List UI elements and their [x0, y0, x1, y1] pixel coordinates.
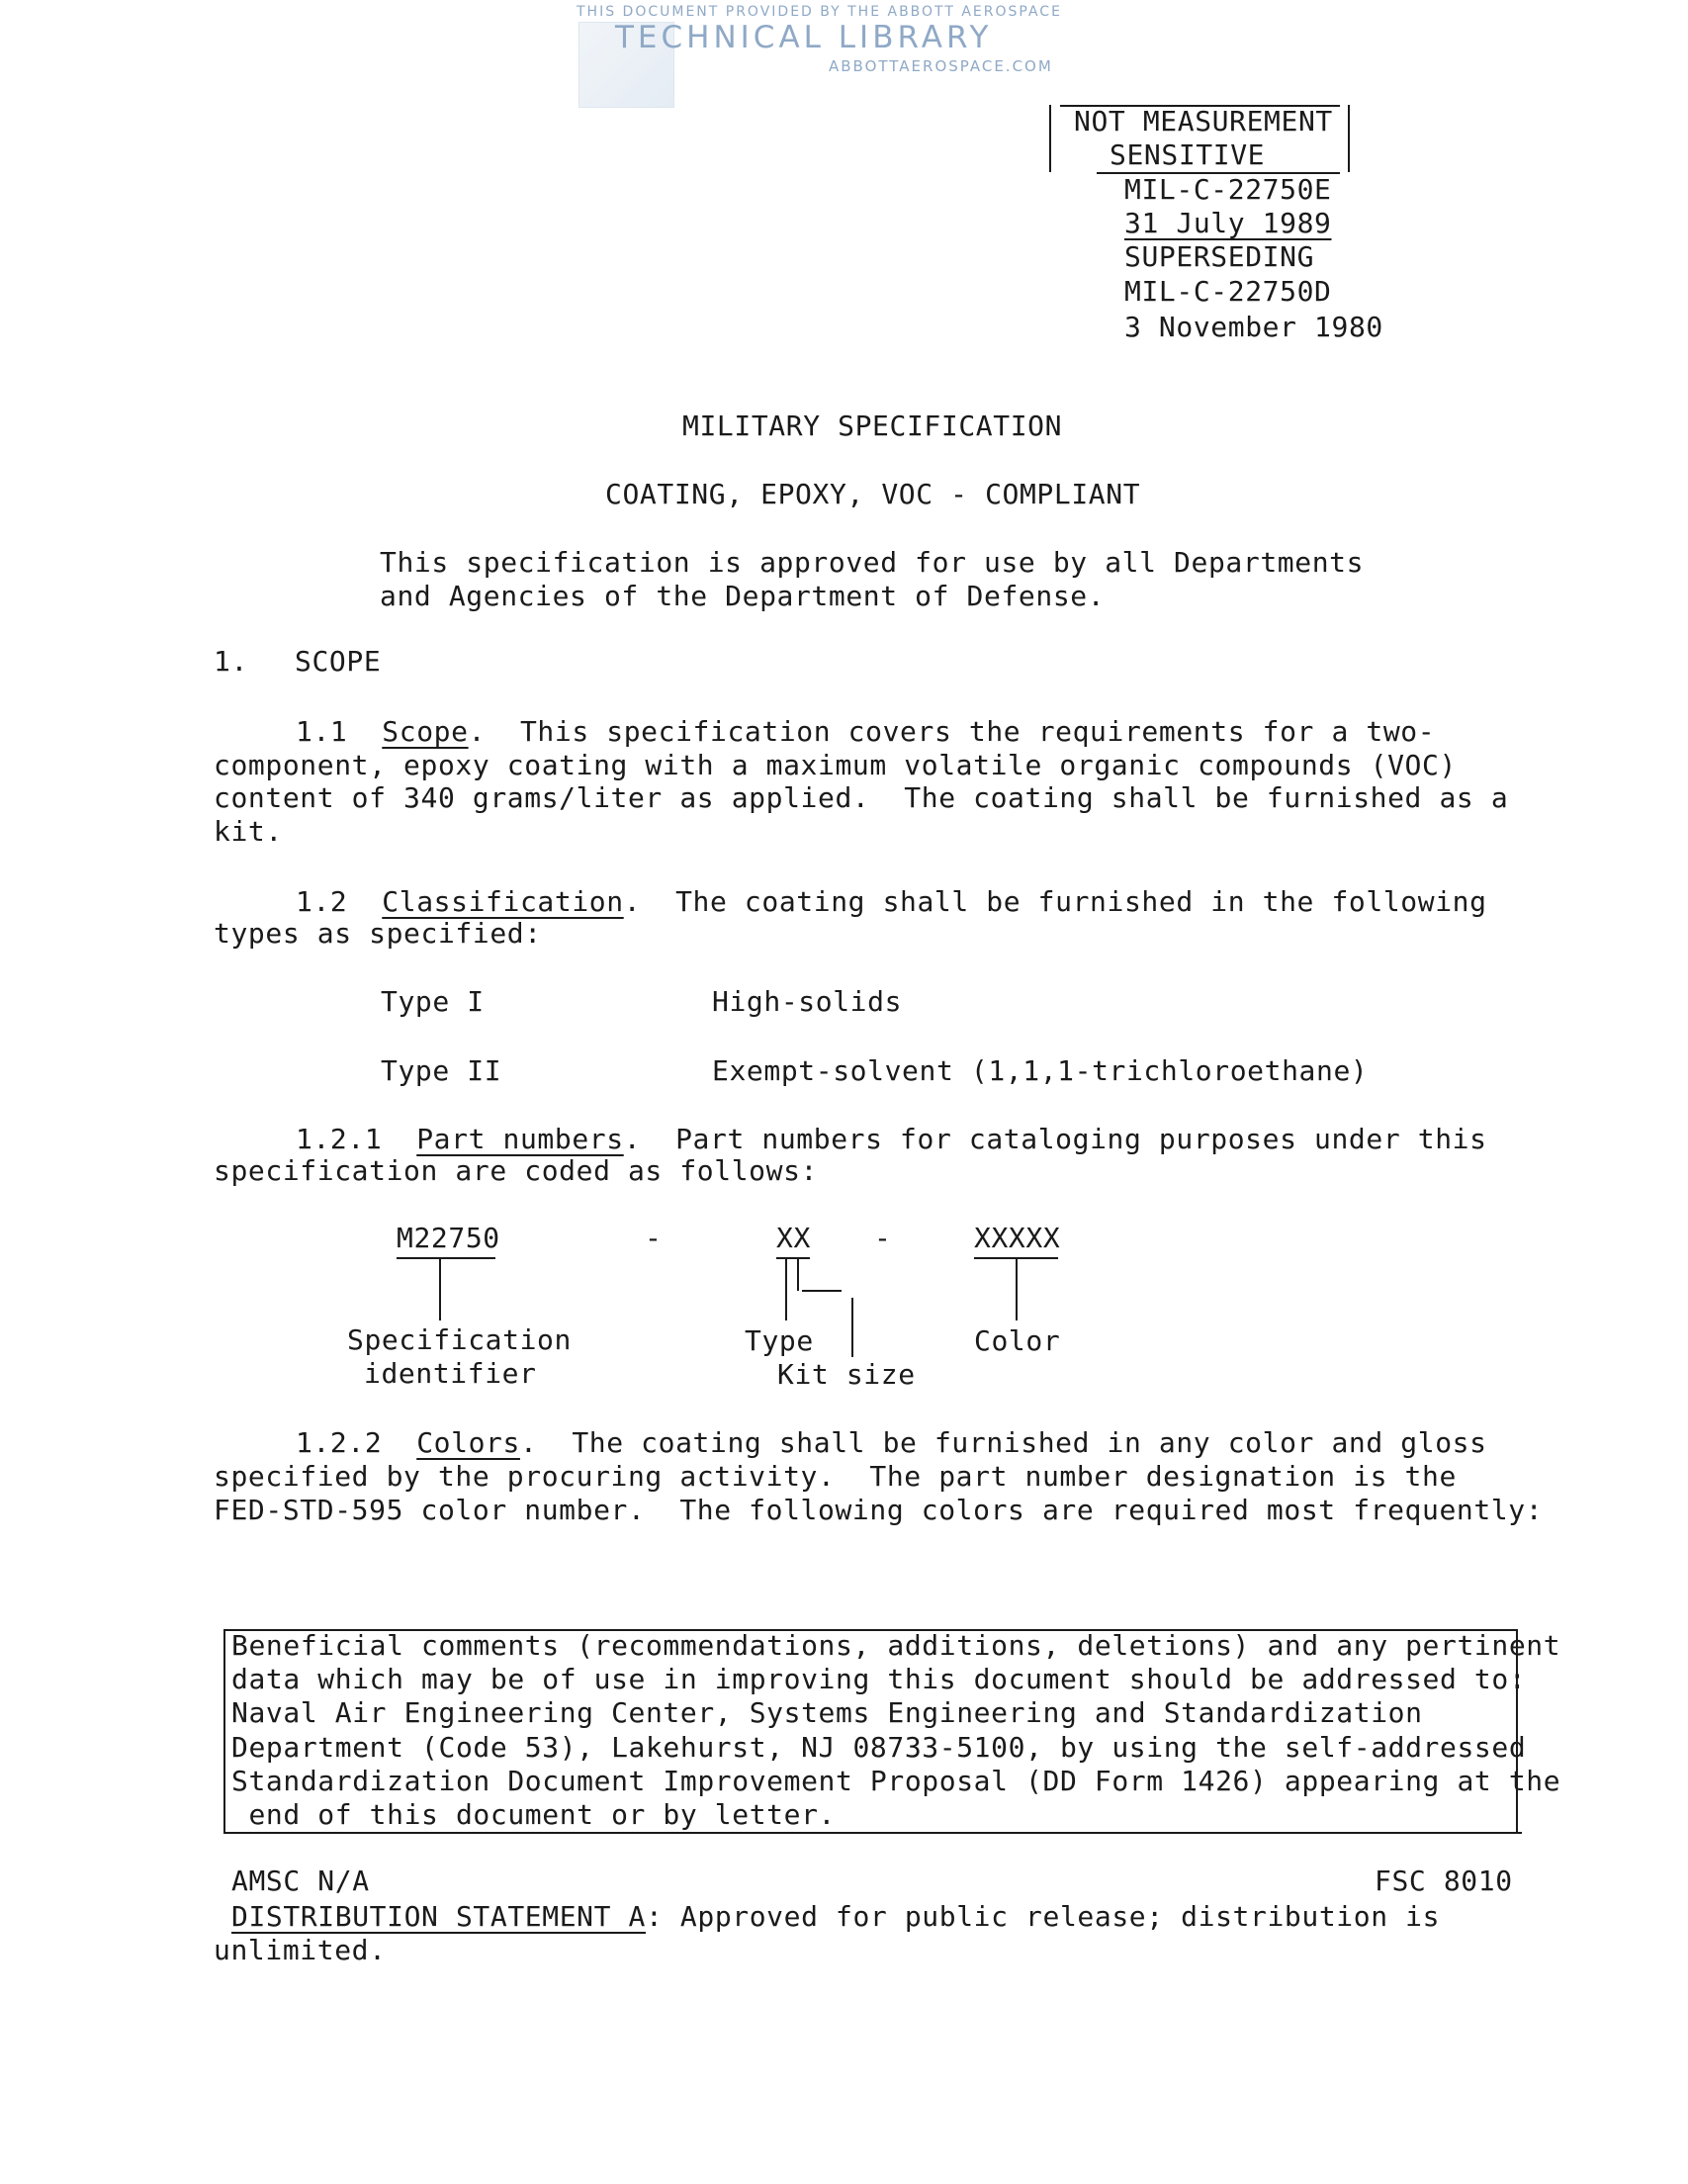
distribution-statement	[231, 1900, 1440, 1934]
para-1-1-line3: content of 340 grams/liter as applied. The coating shall be furnished as a	[214, 781, 1509, 814]
para-1-2-2-first-line	[296, 1426, 1487, 1460]
distribution-text: : Approved for public release; distribution is	[645, 1900, 1441, 1933]
diagram-dash-2: -	[874, 1222, 892, 1254]
approval-line1: This specification is approved for use by all Departments	[380, 546, 1365, 579]
para-1-1-line2: component, epoxy coating with a maximum volatile organic compounds (VOC)	[214, 749, 1457, 781]
previous-doc-date: 3 November 1980	[1124, 311, 1383, 343]
notice-line1: NOT MEASUREMENT	[1074, 105, 1333, 137]
para-1-2-2-line2: specified by the procuring activity. The part number designation is the	[214, 1460, 1457, 1493]
para-1-2-first-line	[296, 885, 1487, 919]
diagram-dash-1: -	[645, 1222, 663, 1254]
comments-box-bottom	[223, 1832, 1522, 1834]
watermark-title: TECHNICAL LIBRARY	[615, 20, 993, 55]
doc-date: 31 July 1989	[1124, 207, 1332, 239]
para-text: . The coating shall be furnished in the following	[623, 885, 1487, 918]
diagram-type-code: XX	[776, 1222, 811, 1254]
comments-line: end of this document or by letter.	[231, 1798, 837, 1831]
notice-box-right	[1348, 105, 1350, 172]
para-1-2-line2: types as specified:	[214, 917, 542, 950]
diagram-color-code: XXXXX	[974, 1222, 1061, 1254]
para-text: . This specification covers the requirements for a two-	[468, 715, 1436, 748]
diagram-type-label: Type	[745, 1324, 814, 1357]
type-1-label: Type I	[381, 985, 485, 1018]
comments-line: Standardization Document Improvement Proposal (DD Form 1426) appearing at the	[231, 1765, 1561, 1797]
diagram-line	[797, 1257, 799, 1291]
diagram-line	[802, 1290, 842, 1292]
comments-box-left	[223, 1629, 225, 1833]
notice-box-left	[1049, 105, 1051, 172]
comments-line: Naval Air Engineering Center, Systems Engineering and Standardization	[231, 1696, 1423, 1729]
diagram-spec-code: M22750	[397, 1222, 500, 1254]
section-title: SCOPE	[295, 645, 382, 678]
para-1-1-first-line	[296, 715, 1435, 749]
comments-line: Department (Code 53), Lakehurst, NJ 08733-5100, by using the self-addressed	[231, 1731, 1527, 1764]
para-number: 1.2	[296, 885, 348, 918]
para-heading: Part numbers	[416, 1123, 624, 1155]
type-1-desc: High-solids	[712, 985, 903, 1018]
diagram-line	[397, 1257, 495, 1259]
doc-id: MIL-C-22750E	[1124, 173, 1332, 206]
para-1-1-line4: kit.	[214, 815, 283, 848]
fsc-code: FSC 8010	[1375, 1865, 1513, 1897]
superseding-label: SUPERSEDING	[1124, 240, 1315, 273]
approval-line2: and Agencies of the Department of Defense.	[380, 580, 1106, 612]
diagram-line	[776, 1257, 810, 1259]
distribution-label: DISTRIBUTION STATEMENT A	[231, 1900, 646, 1933]
para-1-2-2-line3: FED-STD-595 color number. The following colors are required most frequently:	[214, 1494, 1544, 1526]
document-subject-title: COATING, EPOXY, VOC - COMPLIANT	[605, 478, 1141, 510]
diagram-line	[439, 1257, 441, 1320]
para-1-2-1-line2: specification are coded as follows:	[214, 1154, 819, 1187]
diagram-spec-label: Specification	[347, 1323, 572, 1356]
para-text: . The coating shall be furnished in any color and gloss	[519, 1426, 1487, 1459]
document-type-title: MILITARY SPECIFICATION	[682, 410, 1063, 442]
diagram-line	[851, 1298, 853, 1357]
diagram-spec-label2: identifier	[364, 1357, 537, 1390]
previous-doc-id: MIL-C-22750D	[1124, 275, 1332, 308]
comments-line: Beneficial comments (recommendations, additions, deletions) and any pertinent	[231, 1629, 1561, 1662]
diagram-kit-label: Kit size	[777, 1358, 916, 1391]
para-number: 1.1	[296, 715, 348, 748]
diagram-color-label: Color	[974, 1324, 1061, 1357]
para-heading: Scope	[382, 715, 469, 748]
para-number: 1.2.1	[296, 1123, 383, 1155]
type-2-label: Type II	[381, 1054, 502, 1087]
para-number: 1.2.2	[296, 1426, 383, 1459]
watermark-provider-text: THIS DOCUMENT PROVIDED BY THE ABBOTT AEROSPACE	[577, 4, 1062, 20]
notice-line2: SENSITIVE	[1110, 138, 1266, 171]
para-1-2-1-first-line	[296, 1123, 1487, 1156]
section-number: 1.	[214, 645, 248, 678]
para-heading: Colors	[416, 1426, 520, 1459]
diagram-line	[1016, 1257, 1018, 1320]
para-text: . Part numbers for cataloging purposes under this	[623, 1123, 1487, 1155]
distribution-text-line2: unlimited.	[214, 1934, 387, 1966]
comments-line: data which may be of use in improving this document should be addressed to:	[231, 1663, 1527, 1695]
type-2-desc: Exempt-solvent (1,1,1-trichloroethane)	[712, 1054, 1369, 1087]
watermark-url: ABBOTTAEROSPACE.COM	[829, 57, 1053, 75]
diagram-line	[785, 1257, 787, 1320]
amsc-code: AMSC N/A	[231, 1865, 370, 1897]
para-heading: Classification	[382, 885, 624, 918]
